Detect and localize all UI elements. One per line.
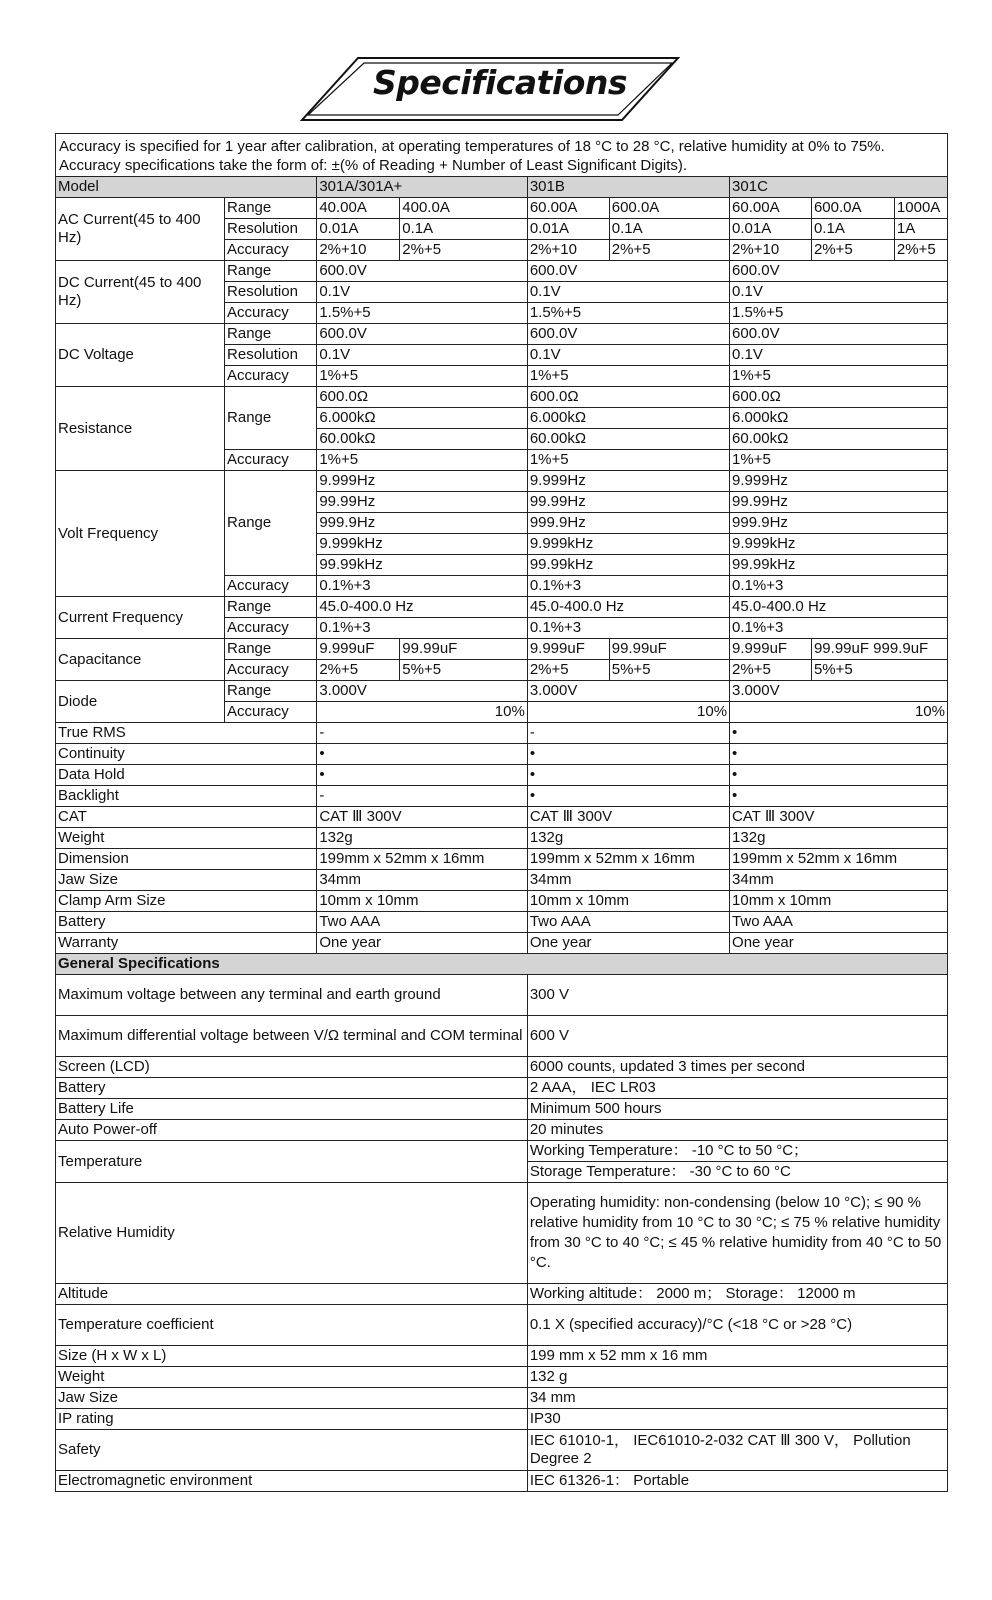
general-spec-label: Safety [56, 1430, 528, 1471]
ac-resolution-cell: 0.01A [527, 219, 609, 240]
capacitance-label: Capacitance [56, 639, 225, 681]
feature-value-301c: 10mm x 10mm [730, 891, 948, 912]
model-301c: 301C [730, 177, 948, 198]
ac-accuracy-cell: 2%+10 [317, 240, 400, 261]
volt-frequency-range-row [56, 471, 948, 492]
range-label: Range [225, 681, 317, 702]
volt-frequency-range-301a: 9.999kHz [317, 534, 528, 555]
resistance-label: Resistance [56, 387, 225, 471]
general-spec-row [56, 1120, 948, 1141]
feature-label: Warranty [56, 933, 317, 954]
dc-current-accuracy-301b: 1.5%+5 [527, 303, 729, 324]
general-spec-label: Size (H x W x L) [56, 1346, 528, 1367]
dc-voltage-range-301a: 600.0V [317, 324, 528, 345]
intro-row [56, 134, 948, 177]
resolution-label: Resolution [225, 219, 317, 240]
range-label: Range [225, 639, 317, 660]
current-frequency-range-row [56, 597, 948, 618]
resistance-range-row [56, 387, 948, 408]
general-spec-label: Relative Humidity [56, 1183, 528, 1284]
ac-accuracy-cell: 2%+5 [811, 240, 894, 261]
feature-value-301c: • [730, 786, 948, 807]
diode-accuracy-301b: 10% [527, 702, 729, 723]
ac-accuracy-cell: 2%+5 [609, 240, 729, 261]
dc-voltage-resolution-301c: 0.1V [730, 345, 948, 366]
general-spec-value: 132 g [527, 1367, 947, 1388]
ac-resolution-cell: 1A [894, 219, 947, 240]
general-spec-row [56, 1284, 948, 1305]
volt-frequency-range-301b: 9.999Hz [527, 471, 729, 492]
volt-frequency-accuracy-301b: 0.1%+3 [527, 576, 729, 597]
ac-range-cell: 60.00A [730, 198, 812, 219]
volt-frequency-range-301c: 99.99Hz [730, 492, 948, 513]
accuracy-label: Accuracy [225, 450, 317, 471]
diode-range-301b: 3.000V [527, 681, 729, 702]
diode-accuracy-301c: 10% [730, 702, 948, 723]
dc-voltage-range-row [56, 324, 948, 345]
feature-value-301a: • [317, 765, 528, 786]
feature-label: Backlight [56, 786, 317, 807]
feature-value-301a: One year [317, 933, 528, 954]
current-frequency-range-301b: 45.0-400.0 Hz [527, 597, 729, 618]
feature-value-301c: 132g [730, 828, 948, 849]
general-spec-label: Screen (LCD) [56, 1057, 528, 1078]
range-label: Range [225, 261, 317, 282]
resistance-range-301b: 6.000kΩ [527, 408, 729, 429]
feature-value-301a: 199mm x 52mm x 16mm [317, 849, 528, 870]
dc-current-resolution-301c: 0.1V [730, 282, 948, 303]
feature-row [56, 870, 948, 891]
resistance-range-301c: 6.000kΩ [730, 408, 948, 429]
ac-accuracy-cell: 2%+5 [400, 240, 528, 261]
feature-value-301b: 34mm [527, 870, 729, 891]
feature-label: True RMS [56, 723, 317, 744]
resolution-label: Resolution [225, 282, 317, 303]
resistance-accuracy-301a: 1%+5 [317, 450, 528, 471]
volt-frequency-range-301a: 999.9Hz [317, 513, 528, 534]
diode-range-301a: 3.000V [317, 681, 528, 702]
resistance-range-301c: 60.00kΩ [730, 429, 948, 450]
general-spec-row [56, 1430, 948, 1471]
resistance-range-301b: 60.00kΩ [527, 429, 729, 450]
feature-value-301b: CAT Ⅲ 300V [527, 807, 729, 828]
feature-row [56, 744, 948, 765]
ac-range-cell: 600.0A [609, 198, 729, 219]
feature-value-301a: CAT Ⅲ 300V [317, 807, 528, 828]
current-frequency-accuracy-301b: 0.1%+3 [527, 618, 729, 639]
general-spec-header-row [56, 954, 948, 975]
feature-value-301b: One year [527, 933, 729, 954]
general-spec-row [56, 1141, 948, 1162]
model-row [56, 177, 948, 198]
general-spec-value: 34 mm [527, 1388, 947, 1409]
general-spec-label: Battery Life [56, 1099, 528, 1120]
general-spec-value: IEC 61010-1， IEC61010-2-032 CAT Ⅲ 300 V， Pollution Degree 2 [527, 1430, 947, 1471]
diode-range-301c: 3.000V [730, 681, 948, 702]
general-spec-value: 300 V [527, 975, 947, 1016]
feature-row [56, 912, 948, 933]
feature-value-301b: • [527, 765, 729, 786]
model-label: Model [56, 177, 317, 198]
dc-voltage-resolution-301b: 0.1V [527, 345, 729, 366]
resistance-range-301a: 600.0Ω [317, 387, 528, 408]
range-label: Range [225, 387, 317, 450]
general-spec-value: 199 mm x 52 mm x 16 mm [527, 1346, 947, 1367]
feature-row [56, 786, 948, 807]
dc-current-range-301a: 600.0V [317, 261, 528, 282]
capacitance-range-cell: 99.99uF [609, 639, 729, 660]
general-spec-row [56, 1388, 948, 1409]
volt-frequency-range-301c: 9.999Hz [730, 471, 948, 492]
volt-frequency-range-301c: 999.9Hz [730, 513, 948, 534]
general-spec-label: Altitude [56, 1284, 528, 1305]
dc-voltage-range-301b: 600.0V [527, 324, 729, 345]
ac-resolution-cell: 0.1A [400, 219, 528, 240]
feature-row [56, 828, 948, 849]
dc-voltage-range-301c: 600.0V [730, 324, 948, 345]
feature-value-301c: 199mm x 52mm x 16mm [730, 849, 948, 870]
ac-range-cell: 1000A [894, 198, 947, 219]
feature-label: Data Hold [56, 765, 317, 786]
feature-label: Dimension [56, 849, 317, 870]
capacitance-range-row [56, 639, 948, 660]
range-label: Range [225, 198, 317, 219]
general-spec-row [56, 1367, 948, 1388]
feature-value-301b: 199mm x 52mm x 16mm [527, 849, 729, 870]
general-spec-row [56, 1471, 948, 1492]
ac-range-cell: 600.0A [811, 198, 894, 219]
capacitance-accuracy-cell: 2%+5 [730, 660, 812, 681]
diode-label: Diode [56, 681, 225, 723]
general-spec-value: 2 AAA， IEC LR03 [527, 1078, 947, 1099]
volt-frequency-range-301b: 99.99kHz [527, 555, 729, 576]
feature-value-301a: 132g [317, 828, 528, 849]
general-spec-label: Jaw Size [56, 1388, 528, 1409]
feature-label: CAT [56, 807, 317, 828]
capacitance-range-cell: 9.999uF [317, 639, 400, 660]
ac-range-cell: 40.00A [317, 198, 400, 219]
general-spec-value: 20 minutes [527, 1120, 947, 1141]
current-frequency-range-301a: 45.0-400.0 Hz [317, 597, 528, 618]
dc-current-label: DC Current(45 to 400 Hz) [56, 261, 225, 324]
volt-frequency-range-301b: 99.99Hz [527, 492, 729, 513]
dc-voltage-accuracy-301c: 1%+5 [730, 366, 948, 387]
feature-value-301b: Two AAA [527, 912, 729, 933]
feature-row [56, 933, 948, 954]
general-spec-value: IEC 61326-1： Portable [527, 1471, 947, 1492]
feature-label: Continuity [56, 744, 317, 765]
capacitance-range-cell: 9.999uF [527, 639, 609, 660]
volt-frequency-range-301c: 9.999kHz [730, 534, 948, 555]
general-spec-header: General Specifications [56, 954, 948, 975]
general-spec-label: Auto Power-off [56, 1120, 528, 1141]
spec-table [55, 133, 948, 1492]
resistance-range-301c: 600.0Ω [730, 387, 948, 408]
feature-value-301c: • [730, 765, 948, 786]
feature-label: Clamp Arm Size [56, 891, 317, 912]
volt-frequency-accuracy-301c: 0.1%+3 [730, 576, 948, 597]
diode-accuracy-301a: 10% [317, 702, 528, 723]
ac-range-row [56, 198, 948, 219]
ac-range-cell: 400.0A [400, 198, 528, 219]
feature-value-301c: • [730, 744, 948, 765]
ac-accuracy-cell: 2%+5 [894, 240, 947, 261]
resistance-range-301b: 600.0Ω [527, 387, 729, 408]
intro-text: Accuracy is specified for 1 year after calibration, at operating temperatures of 18 °C to 28 °C, relative humidity at 0% to 75%. Accuracy specifications take the form of: ±(% of Reading + Number of Least Significant Digits). [56, 134, 948, 177]
capacitance-accuracy-cell: 5%+5 [400, 660, 528, 681]
accuracy-label: Accuracy [225, 618, 317, 639]
feature-value-301b: 10mm x 10mm [527, 891, 729, 912]
current-frequency-accuracy-301a: 0.1%+3 [317, 618, 528, 639]
dc-voltage-accuracy-301a: 1%+5 [317, 366, 528, 387]
diode-range-row [56, 681, 948, 702]
dc-voltage-accuracy-301b: 1%+5 [527, 366, 729, 387]
resolution-label: Resolution [225, 345, 317, 366]
dc-current-resolution-301b: 0.1V [527, 282, 729, 303]
capacitance-accuracy-cell: 5%+5 [609, 660, 729, 681]
feature-row [56, 765, 948, 786]
capacitance-accuracy-cell: 5%+5 [811, 660, 947, 681]
feature-value-301a: - [317, 786, 528, 807]
current-frequency-range-301c: 45.0-400.0 Hz [730, 597, 948, 618]
general-spec-value: 6000 counts, updated 3 times per second [527, 1057, 947, 1078]
volt-frequency-accuracy-301a: 0.1%+3 [317, 576, 528, 597]
ac-range-cell: 60.00A [527, 198, 609, 219]
feature-value-301b: • [527, 786, 729, 807]
feature-value-301c: • [730, 723, 948, 744]
volt-frequency-range-301a: 9.999Hz [317, 471, 528, 492]
ac-current-label: AC Current(45 to 400 Hz) [56, 198, 225, 261]
dc-current-range-301b: 600.0V [527, 261, 729, 282]
feature-label: Jaw Size [56, 870, 317, 891]
general-spec-row [56, 1078, 948, 1099]
ac-accuracy-cell: 2%+10 [730, 240, 812, 261]
feature-value-301b: • [527, 744, 729, 765]
general-spec-value: 0.1 X (specified accuracy)/°C (<18 °C or >28 °C) [527, 1305, 947, 1346]
volt-frequency-range-301a: 99.99kHz [317, 555, 528, 576]
feature-value-301a: 34mm [317, 870, 528, 891]
general-spec-row [56, 1057, 948, 1078]
accuracy-label: Accuracy [225, 366, 317, 387]
accuracy-label: Accuracy [225, 240, 317, 261]
general-spec-label: Temperature coefficient [56, 1305, 528, 1346]
general-spec-row [56, 1099, 948, 1120]
dc-current-accuracy-301c: 1.5%+5 [730, 303, 948, 324]
feature-row [56, 891, 948, 912]
dc-voltage-resolution-301a: 0.1V [317, 345, 528, 366]
capacitance-range-cell: 99.99uF [400, 639, 528, 660]
dc-current-resolution-301a: 0.1V [317, 282, 528, 303]
general-spec-label: Weight [56, 1367, 528, 1388]
range-label: Range [225, 471, 317, 576]
feature-value-301c: CAT Ⅲ 300V [730, 807, 948, 828]
feature-label: Weight [56, 828, 317, 849]
general-spec-row [56, 1305, 948, 1346]
ac-resolution-cell: 0.1A [811, 219, 894, 240]
feature-value-301c: 34mm [730, 870, 948, 891]
general-spec-label: IP rating [56, 1409, 528, 1430]
ac-resolution-cell: 0.1A [609, 219, 729, 240]
general-spec-value: Storage Temperature： -30 °C to 60 °C [527, 1162, 947, 1183]
accuracy-label: Accuracy [225, 303, 317, 324]
feature-value-301c: One year [730, 933, 948, 954]
general-spec-label: Battery [56, 1078, 528, 1099]
resistance-accuracy-301c: 1%+5 [730, 450, 948, 471]
dc-current-accuracy-301a: 1.5%+5 [317, 303, 528, 324]
ac-accuracy-cell: 2%+10 [527, 240, 609, 261]
model-301b: 301B [527, 177, 729, 198]
resistance-range-301a: 6.000kΩ [317, 408, 528, 429]
general-spec-row [56, 1409, 948, 1430]
feature-value-301a: • [317, 744, 528, 765]
feature-row [56, 807, 948, 828]
feature-value-301a: Two AAA [317, 912, 528, 933]
general-spec-label: Temperature [56, 1141, 528, 1183]
feature-row [56, 723, 948, 744]
dc-voltage-label: DC Voltage [56, 324, 225, 387]
ac-resolution-cell: 0.01A [730, 219, 812, 240]
feature-value-301a: - [317, 723, 528, 744]
general-spec-label: Electromagnetic environment [56, 1471, 528, 1492]
current-frequency-label: Current Frequency [56, 597, 225, 639]
range-label: Range [225, 324, 317, 345]
general-spec-row [56, 1183, 948, 1284]
general-spec-value: IP30 [527, 1409, 947, 1430]
general-spec-label: Maximum voltage between any terminal and earth ground [56, 975, 528, 1016]
volt-frequency-range-301b: 9.999kHz [527, 534, 729, 555]
dc-current-range-301c: 600.0V [730, 261, 948, 282]
page-title: Specifications [372, 63, 628, 102]
feature-value-301a: 10mm x 10mm [317, 891, 528, 912]
accuracy-label: Accuracy [225, 702, 317, 723]
capacitance-range-cell: 9.999uF [730, 639, 812, 660]
general-spec-value: Operating humidity: non-condensing (below 10 °C); ≤ 90 % relative humidity from 10 °C to 30 °C; ≤ 75 % relative humidity from 30 °C to 40 °C; ≤ 45 % relative humidity from 40 °C to 50 °C. [527, 1183, 947, 1284]
resistance-accuracy-301b: 1%+5 [527, 450, 729, 471]
current-frequency-accuracy-301c: 0.1%+3 [730, 618, 948, 639]
volt-frequency-range-301b: 999.9Hz [527, 513, 729, 534]
general-spec-row [56, 975, 948, 1016]
capacitance-accuracy-cell: 2%+5 [317, 660, 400, 681]
general-spec-row [56, 1016, 948, 1057]
feature-value-301b: 132g [527, 828, 729, 849]
capacitance-accuracy-cell: 2%+5 [527, 660, 609, 681]
volt-frequency-range-301a: 99.99Hz [317, 492, 528, 513]
feature-value-301b: - [527, 723, 729, 744]
range-label: Range [225, 597, 317, 618]
general-spec-row [56, 1346, 948, 1367]
general-spec-value: 600 V [527, 1016, 947, 1057]
ac-resolution-cell: 0.01A [317, 219, 400, 240]
volt-frequency-label: Volt Frequency [56, 471, 225, 597]
general-spec-label: Maximum differential voltage between V/Ω terminal and COM terminal [56, 1016, 528, 1057]
model-301a: 301A/301A+ [317, 177, 528, 198]
dc-current-range-row [56, 261, 948, 282]
general-spec-value: Minimum 500 hours [527, 1099, 947, 1120]
capacitance-range-cell: 99.99uF 999.9uF [811, 639, 947, 660]
resistance-range-301a: 60.00kΩ [317, 429, 528, 450]
volt-frequency-range-301c: 99.99kHz [730, 555, 948, 576]
accuracy-label: Accuracy [225, 660, 317, 681]
feature-row [56, 849, 948, 870]
feature-label: Battery [56, 912, 317, 933]
accuracy-label: Accuracy [225, 576, 317, 597]
general-spec-value: Working Temperature： -10 °C to 50 °C； [527, 1141, 947, 1162]
feature-value-301c: Two AAA [730, 912, 948, 933]
title-banner [300, 55, 700, 123]
general-spec-value: Working altitude： 2000 m； Storage： 12000 m [527, 1284, 947, 1305]
